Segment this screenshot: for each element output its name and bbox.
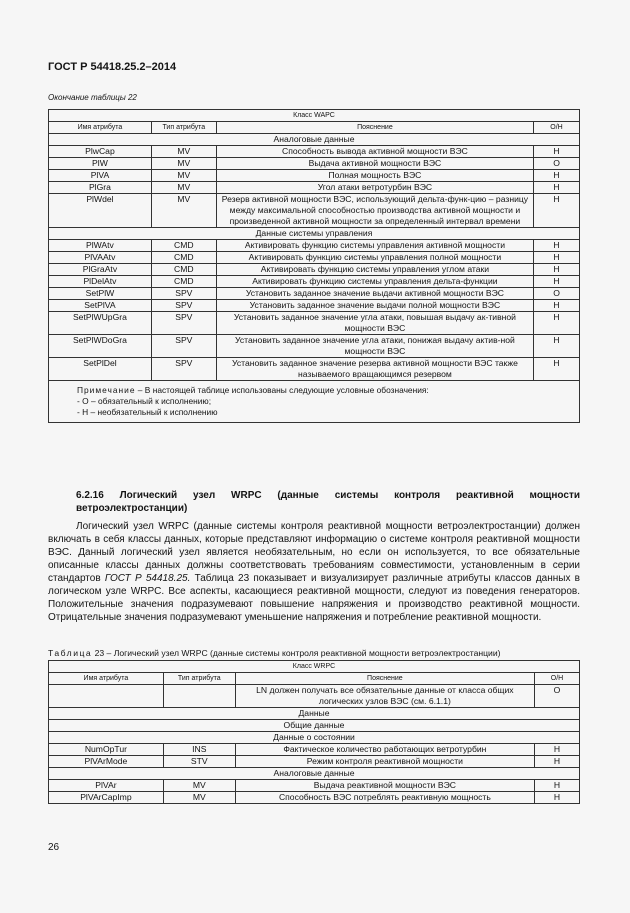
table-row: [49, 240, 580, 252]
page-number: 26: [48, 842, 60, 853]
cell-type: SPV: [151, 288, 216, 300]
cell-name: PlGraAtv: [49, 264, 152, 276]
cell-description: Фактическое количество работающих ветротурбин: [235, 744, 534, 756]
table-header-row: [49, 122, 580, 134]
standard-reference: ГОСТ Р 54418.25.: [104, 573, 191, 584]
table-row: [49, 264, 580, 276]
cell-requirement: Н: [535, 780, 580, 792]
column-header: О/Н: [534, 122, 580, 134]
table-row: [49, 170, 580, 182]
cell-name: PlVArCapImp: [49, 792, 164, 804]
cell-name: PlVA: [49, 170, 152, 182]
note-line: [77, 385, 573, 396]
cell-description: Угол атаки ветротурбин ВЭС: [216, 182, 533, 194]
cell-name: PlVAr: [49, 780, 164, 792]
note-line: - О – обязательный к исполнению;: [77, 396, 212, 406]
table-row: [49, 252, 580, 264]
cell-type: STV: [163, 756, 235, 768]
cell-type: [163, 685, 235, 708]
cell-name: PlwCap: [49, 146, 152, 158]
cell-requirement: Н: [534, 312, 580, 335]
table-row: [49, 756, 580, 768]
cell-requirement: Н: [534, 146, 580, 158]
cell-type: SPV: [151, 300, 216, 312]
cell-description: Активировать функцию системы управления углом атаки: [216, 264, 533, 276]
cell-name: SetPlWUpGra: [49, 312, 152, 335]
cell-name: PlWAtv: [49, 240, 152, 252]
cell-type: CMD: [151, 252, 216, 264]
cell-name: SetPlWDoGra: [49, 335, 152, 358]
cell-type: MV: [151, 146, 216, 158]
cell-requirement: Н: [534, 240, 580, 252]
document-header: ГОСТ Р 54418.25.2–2014: [48, 61, 177, 73]
section-heading: 6.2.16 Логический узел WRPC (данные системы контроля реактивной мощности ветроэлектростанции): [76, 490, 580, 514]
cell-requirement: Н: [534, 358, 580, 381]
cell-description: LN должен получать все обязательные данные от класса общих логических узлов ВЭС (см. 6.1.1): [235, 685, 534, 708]
table-22: [48, 109, 580, 423]
cell-type: CMD: [151, 240, 216, 252]
note-line: - Н – необязательный к исполнению: [77, 407, 218, 417]
cell-requirement: Н: [534, 300, 580, 312]
cell-description: Резерв активной мощности ВЭС, использующий дельта-функ-цию – разницу между максимальной способностью производства активной мощности и произведенной активной мощности за определенный интервал времени: [216, 194, 533, 228]
cell-description: Установить заданное значение выдачи полной мощности ВЭС: [216, 300, 533, 312]
table-row: [49, 276, 580, 288]
table-23-status-rows: [49, 744, 580, 768]
cell-requirement: Н: [534, 170, 580, 182]
table-group-heading: Данные о состоянии: [49, 732, 580, 744]
cell-description: Установить заданное значение угла атаки, понижая выдачу актив-ной мощности ВЭС: [216, 335, 533, 358]
cell-type: CMD: [151, 276, 216, 288]
table-class-title: Класс WAPC: [49, 110, 580, 122]
cell-type: INS: [163, 744, 235, 756]
cell-requirement: Н: [534, 252, 580, 264]
column-header: Пояснение: [216, 122, 533, 134]
table-continuation-label: Окончание таблицы 22: [48, 93, 137, 102]
paragraph-text: Логический узел WRPC (данные системы контроля реактивной мощности ветроэлектростанции) должен включать в себя классы данных, которые представляют информацию о системе контроля реактивной мощности ВЭС. Данный логический узел является необязательным, но если он используется, то все обязательные описанные классы данных должны соответствовать требованиям совместимости, установленным в серии стандартов: [48, 521, 580, 584]
cell-name: [49, 685, 164, 708]
cell-requirement: Н: [534, 194, 580, 228]
table-header-row: [49, 673, 580, 685]
cell-name: SetPlDel: [49, 358, 152, 381]
table-row: [49, 312, 580, 335]
cell-type: SPV: [151, 358, 216, 381]
table-row: [49, 300, 580, 312]
caption-label: Таблица: [48, 648, 93, 658]
cell-requirement: Н: [535, 744, 580, 756]
cell-description: Способность ВЭС потреблять реактивную мощность: [235, 792, 534, 804]
table-row: [49, 685, 580, 708]
table-22-analog-rows: [49, 146, 580, 228]
table-group-heading: Данные системы управления: [49, 228, 580, 240]
cell-requirement: О: [534, 158, 580, 170]
cell-name: PlWdel: [49, 194, 152, 228]
column-header: Имя атрибута: [49, 673, 164, 685]
paragraph-text: Таблица 23 показывает и визуализирует различные атрибуты классов данных в логическом узле WRPC. Все аспекты, касающиеся реактивной мощности, следуют из поведения генераторов. Положительные значения подразумевают повышение напряжения и производство реактивной мощности. Отрицательные значения подразумевают уменьшение напряжения и потребление реактивной мощности.: [48, 573, 580, 623]
cell-name: PlDelAtv: [49, 276, 152, 288]
column-header: О/Н: [535, 673, 580, 685]
cell-description: Активировать функцию системы управления активной мощности: [216, 240, 533, 252]
cell-description: Выдача активной мощности ВЭС: [216, 158, 533, 170]
cell-name: PlVArMode: [49, 756, 164, 768]
cell-description: Режим контроля реактивной мощности: [235, 756, 534, 768]
cell-type: MV: [163, 792, 235, 804]
column-header: Пояснение: [235, 673, 534, 685]
table-row: [49, 744, 580, 756]
table-note: [49, 381, 580, 423]
cell-requirement: Н: [535, 792, 580, 804]
table-row: [49, 158, 580, 170]
table-group-heading: Аналоговые данные: [49, 134, 580, 146]
note-label: Примечание: [77, 385, 136, 395]
table-group-heading: Данные: [49, 708, 580, 720]
cell-type: MV: [163, 780, 235, 792]
cell-type: MV: [151, 182, 216, 194]
cell-description: Установить заданное значение резерва активной мощности ВЭС также называемого вращающимся резервом: [216, 358, 533, 381]
cell-requirement: Н: [534, 276, 580, 288]
cell-type: MV: [151, 158, 216, 170]
column-header: Тип атрибута: [151, 122, 216, 134]
table-row: [49, 358, 580, 381]
cell-description: Способность вывода активной мощности ВЭС: [216, 146, 533, 158]
cell-name: PlGra: [49, 182, 152, 194]
section-paragraph: [48, 520, 580, 624]
table-row: [49, 335, 580, 358]
column-header: Тип атрибута: [163, 673, 235, 685]
table-22-control-rows: [49, 240, 580, 381]
table-23-analog-rows: [49, 780, 580, 804]
table-row: [49, 146, 580, 158]
cell-description: Выдача реактивной мощности ВЭС: [235, 780, 534, 792]
cell-requirement: Н: [534, 264, 580, 276]
cell-description: Активировать функцию системы управления дельта-функции: [216, 276, 533, 288]
cell-type: MV: [151, 170, 216, 182]
note-text: – В настоящей таблице использованы следующие условные обозначения:: [135, 385, 429, 395]
cell-description: Установить заданное значение выдачи активной мощности ВЭС: [216, 288, 533, 300]
table-row: [49, 194, 580, 228]
table-group-heading: Общие данные: [49, 720, 580, 732]
cell-requirement: О: [534, 288, 580, 300]
table-23: [48, 660, 580, 804]
column-header: Имя атрибута: [49, 122, 152, 134]
cell-name: NumOpTur: [49, 744, 164, 756]
table-group-heading: Аналоговые данные: [49, 768, 580, 780]
cell-type: MV: [151, 194, 216, 228]
cell-description: Полная мощность ВЭС: [216, 170, 533, 182]
cell-name: SetPlVA: [49, 300, 152, 312]
cell-requirement: О: [535, 685, 580, 708]
table-row: [49, 792, 580, 804]
cell-name: SetPlW: [49, 288, 152, 300]
table-caption: [48, 648, 501, 658]
table-row: [49, 182, 580, 194]
cell-requirement: Н: [534, 182, 580, 194]
cell-type: SPV: [151, 335, 216, 358]
cell-type: SPV: [151, 312, 216, 335]
table-class-title: Класс WRPC: [49, 661, 580, 673]
cell-description: Установить заданное значение угла атаки, повышая выдачу ак-тивной мощности ВЭС: [216, 312, 533, 335]
table-row: [49, 780, 580, 792]
cell-description: Активировать функцию системы управления полной мощности: [216, 252, 533, 264]
table-row: [49, 288, 580, 300]
cell-name: PlVAAtv: [49, 252, 152, 264]
cell-requirement: Н: [535, 756, 580, 768]
cell-requirement: Н: [534, 335, 580, 358]
cell-name: PlW: [49, 158, 152, 170]
caption-text: 23 – Логический узел WRPC (данные системы контроля реактивной мощности ветроэлектростанции): [92, 648, 501, 658]
cell-type: CMD: [151, 264, 216, 276]
